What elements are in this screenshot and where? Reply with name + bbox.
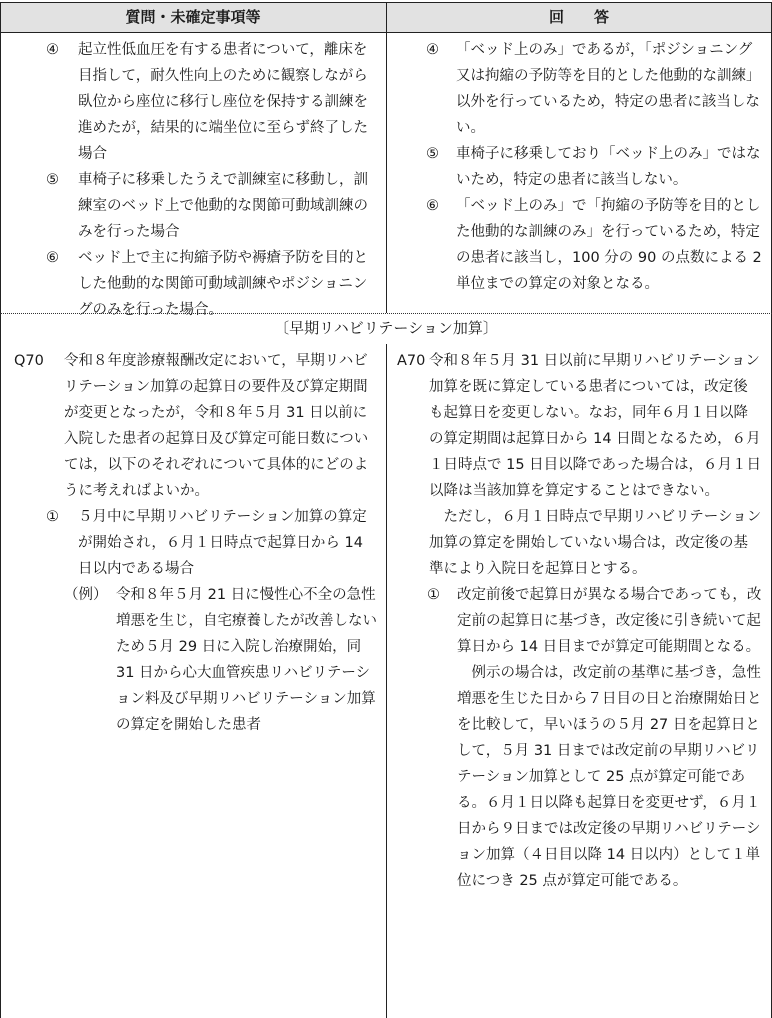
question-intro: [14, 348, 378, 504]
item-text: 「ベッド上のみ」で「拘縮の予防等を目的とした他動的な訓練のみ」を行っているため，特定の患者に該当し，100 分の 90 の点数による 2 単位までの算定の対象となる。: [456, 198, 762, 292]
list-item: [426, 141, 762, 193]
item-number: ④: [46, 42, 59, 58]
list-item: [426, 193, 762, 297]
answer-paragraph-2-wrap: [397, 504, 762, 582]
item-number: ⑥: [426, 198, 439, 214]
list-item: [397, 582, 762, 660]
table-left-border: [0, 2, 1, 1018]
item-text: ５月中に早期リハビリテーション加算の算定が開始され，６月１日時点で起算日から 14 日以内である場合: [78, 509, 367, 577]
list-item: [46, 37, 378, 167]
column-divider-bottom: [386, 344, 387, 1018]
answer-example-text: 例示の場合は，改定前の基準に基づき，急性増悪を生じた日から７日目の日と治療開始日とを比較して，早いほうの５月 27 日を起算日として，５月 31 日までは改定前の早期リハビリテーション加算として 25 点が算定可能である。６月１日以降も起算日を変更せず，６月１日から９日までは改定後の早期リハビリテーション加算（４日目以降 14 日以内）として１単位につき 25 点が算定可能である。: [457, 665, 762, 889]
column-divider-top: [386, 2, 387, 313]
answer-paragraph-1: 令和８年５月 31 日以前に早期リハビリテーション加算を既に算定している患者については，改定後も起算日を変更しない。なお，同年６月１日以降の算定期間は起算日から 14 日間となるため，６月１日時点で 15 日目以降であった場合は，６月１日以降は当該加算を算定することはできない。: [429, 353, 762, 499]
header-question: 質問・未確定事項等: [125, 8, 261, 26]
list-item: [46, 167, 378, 245]
example-label: （例）: [64, 587, 108, 603]
item-text: 改定前後で起算日が異なる場合であっても，改定前の起算日に基づき，改定後に引き続いて起算日から 14 日目までが算定可能期間となる。: [457, 587, 762, 655]
top-questions: [46, 37, 378, 323]
item-text: ベッド上で主に拘縮予防や褥瘡予防を目的とした他動的な関節可動域訓練やポジショニングのみを行った場合。: [78, 250, 368, 318]
item-number: ⑤: [426, 146, 439, 162]
list-item: [14, 504, 378, 582]
example-text: 令和８年５月 21 日に慢性心不全の急性増悪を生じ，自宅療養したが改善しないため５月 29 日に入院し治療開始，同 31 日から心大血管疾患リハビリテーション料及び早期リハビリテーション加算の算定を開始した患者: [116, 587, 377, 733]
item-text: 車椅子に移乗しており「ベッド上のみ」ではないため，特定の患者に該当しない。: [456, 146, 761, 188]
item-number: ④: [426, 42, 439, 58]
item-number: ①: [427, 587, 440, 603]
question-label: Q70: [14, 353, 44, 369]
item-number: ①: [46, 509, 59, 525]
section-title: 〔早期リハビリテーション加算〕: [274, 319, 498, 337]
top-answers: [426, 37, 762, 297]
list-item: [426, 37, 762, 141]
item-text: 車椅子に移乗したうえで訓練室に移動し，訓練室のベッド上で他動的な関節可動域訓練のみを行った場合: [78, 172, 368, 240]
example-item: [14, 582, 378, 738]
list-item: [46, 245, 378, 323]
question-q70: [14, 348, 378, 738]
item-text: 「ベッド上のみ」であるが，「ポジショニング又は拘縮の予防等を目的とした他動的な訓練」以外を行っているため，特定の患者に該当しない。: [456, 42, 761, 136]
answer-a70: [397, 348, 762, 894]
answer-intro: [397, 348, 762, 504]
answer-paragraph-2: ただし，６月１日時点で早期リハビリテーション加算の算定を開始していない場合は，改定後の基準により入院日を起算日とする。: [429, 509, 762, 577]
answer-label: A70: [397, 353, 426, 369]
item-number: ⑥: [46, 250, 59, 266]
item-text: 起立性低血圧を有する患者について，離床を目指して，耐久性向上のために観察しながら臥位から座位に移行し座位を保持する訓練を進めたが，結果的に端坐位に至らず終了した場合: [78, 42, 368, 162]
item-number: ⑤: [46, 172, 59, 188]
answer-example-wrap: [397, 660, 762, 894]
question-intro-text: 令和８年度診療報酬改定において，早期リハビリテーション加算の起算日の要件及び算定期間が変更となったが，令和８年５月 31 日以前に入院した患者の起算日及び算定可能日数については，以下のそれぞれについて具体的にどのように考えればよいか。: [64, 353, 369, 499]
header-answer: 回 答: [548, 8, 609, 26]
